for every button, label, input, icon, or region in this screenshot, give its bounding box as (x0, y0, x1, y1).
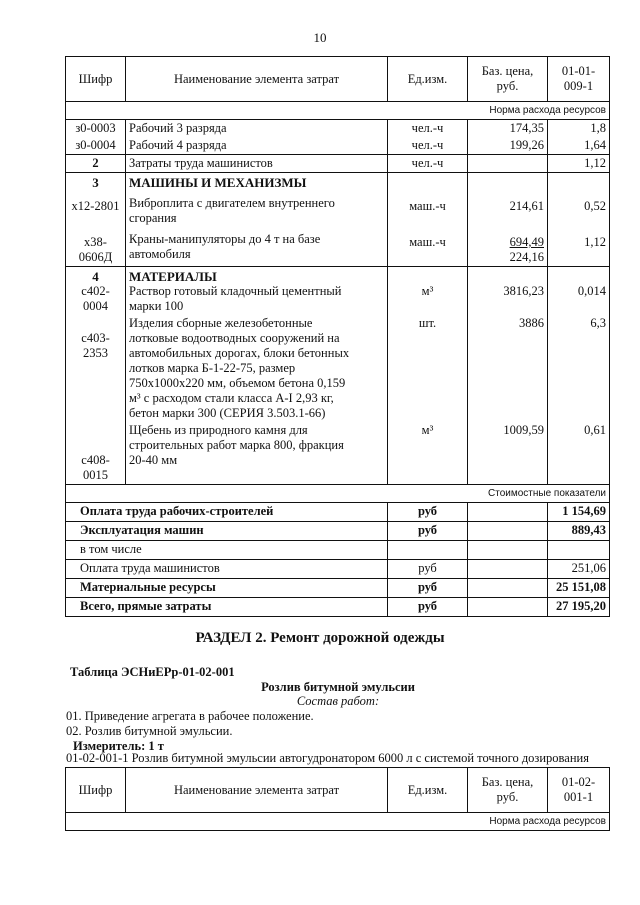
summary-row: Оплата труда рабочих-строителей руб 1 154,69 (66, 503, 610, 522)
section-title: МАТЕРИАЛЫ (129, 269, 217, 284)
row-name: Раствор готовый кладочный цементный марки 100 (129, 284, 342, 313)
row-value: 0,014 (577, 284, 606, 298)
table-title: Таблица ЭСНиЕРр-01-02-001 (70, 665, 235, 679)
row-value: 1,12 (584, 235, 606, 249)
row-code: х38-0606Д (78, 235, 113, 264)
header-unit: Ед.изм. (388, 57, 468, 102)
row-code: с408-0015 (81, 453, 110, 482)
norm-row (66, 102, 610, 120)
row-value: 1,12 (548, 155, 610, 173)
row-code: з0-0003 (66, 120, 126, 138)
summary-row: в том числе (66, 541, 610, 560)
row-name: Щебень из природного камня для строительных работ марка 800, фракция 20-40 мм (129, 423, 344, 467)
row-code: х12-2801 (71, 199, 120, 213)
row-price (468, 155, 548, 173)
row-price: 214,61 (509, 199, 544, 213)
section-number: 2 (66, 155, 126, 173)
header-code: Шифр (66, 57, 126, 102)
header-table-code: 01-02-001-1 (548, 768, 610, 813)
table-header-row (66, 768, 610, 813)
cost-row (66, 485, 610, 503)
row-name: Рабочий 4 разряда (126, 137, 388, 155)
row-name: Рабочий 3 разряда (126, 120, 388, 138)
row-unit: м³ (421, 423, 434, 437)
resource-table (65, 56, 610, 617)
summary-row: Всего, прямые затраты руб 27 195,20 (66, 598, 610, 617)
row-name: Изделия сборные железобетонные лотковые водоотводных сооружений на автомобильных дорогах, блоки бетонных лотков марка Б-1-22-75, размер 750х1000х220 мм, объемом бетона 0,159 м³ с расходом стали класса А-I 2,93 кг, бетон марки 300 (СЕРИЯ 3.503.1-66) (129, 316, 350, 420)
row-name: Затраты труда машинистов (126, 155, 388, 173)
row-value: 0,52 (584, 199, 606, 213)
row-unit: м³ (421, 284, 434, 298)
section-title: МАШИНЫ И МЕХАНИЗМЫ (129, 175, 307, 190)
row-value: 0,61 (584, 423, 606, 437)
row-price-secondary: 224,16 (509, 250, 544, 264)
row-unit: чел.-ч (388, 137, 468, 155)
norm-label: Норма расхода ресурсов (66, 813, 610, 831)
norm-label: Норма расхода ресурсов (66, 102, 610, 120)
summary-row: Материальные ресурсы руб 25 151,08 (66, 579, 610, 598)
row-price: 3816,23 (503, 284, 544, 298)
header-name: Наименование элемента затрат (126, 768, 388, 813)
row-price: 1009,59 (503, 423, 544, 437)
section-block (66, 173, 610, 267)
section-number: 3 (92, 175, 99, 190)
operation-item: 01. Приведение агрегата в рабочее положение. (66, 709, 314, 723)
resource-table-2 (65, 767, 610, 831)
summary-row: Оплата труда машинистов руб 251,06 (66, 560, 610, 579)
operation-item: 02. Розлив битумной эмульсии. (66, 724, 233, 738)
row-price: 174,35 (468, 120, 548, 138)
row-unit: маш.-ч (409, 235, 446, 249)
header-price: Баз. цена, руб. (468, 57, 548, 102)
table-row (66, 137, 610, 155)
summary-row: Эксплуатация машин руб 889,43 (66, 522, 610, 541)
row-unit: шт. (418, 316, 437, 330)
row-code: с402-0004 (81, 284, 110, 313)
row-name: Виброплита с двигателем внутреннего сгорания (129, 196, 335, 225)
row-code: з0-0004 (66, 137, 126, 155)
section-block (66, 267, 610, 485)
header-table-code: 01-01-009-1 (548, 57, 610, 102)
table-row (66, 120, 610, 138)
table-header-row (66, 57, 610, 102)
row-code: с403-2353 (81, 331, 110, 360)
header-price: Баз. цена, руб. (468, 768, 548, 813)
norm-description: 01-02-001-1 Розлив битумной эмульсии автогудронатором 6000 л с системой точного дозирования (66, 751, 589, 765)
row-price: 694,49 (509, 235, 544, 249)
measure: Измеритель: 1 т (73, 739, 164, 753)
section-number: 4 (92, 269, 99, 284)
header-name: Наименование элемента затрат (126, 57, 388, 102)
composition-title: Состав работ: (296, 694, 380, 708)
row-unit: чел.-ч (388, 155, 468, 173)
table-row (66, 155, 610, 173)
row-value: 1,64 (548, 137, 610, 155)
cost-label: Стоимостные показатели (66, 485, 610, 503)
work-title: Розлив битумной эмульсии (261, 680, 415, 694)
page-number: 10 (313, 30, 327, 45)
row-price: 3886 (519, 316, 544, 330)
norm-row (66, 813, 610, 831)
header-unit: Ед.изм. (388, 768, 468, 813)
row-unit: чел.-ч (388, 120, 468, 138)
row-value: 1,8 (548, 120, 610, 138)
row-price: 199,26 (468, 137, 548, 155)
header-code: Шифр (66, 768, 126, 813)
row-unit: маш.-ч (409, 199, 446, 213)
section-heading: РАЗДЕЛ 2. Ремонт дорожной одежды (195, 630, 445, 646)
row-value: 6,3 (590, 316, 606, 330)
row-name: Краны-манипуляторы до 4 т на базе автомобиля (129, 232, 321, 261)
